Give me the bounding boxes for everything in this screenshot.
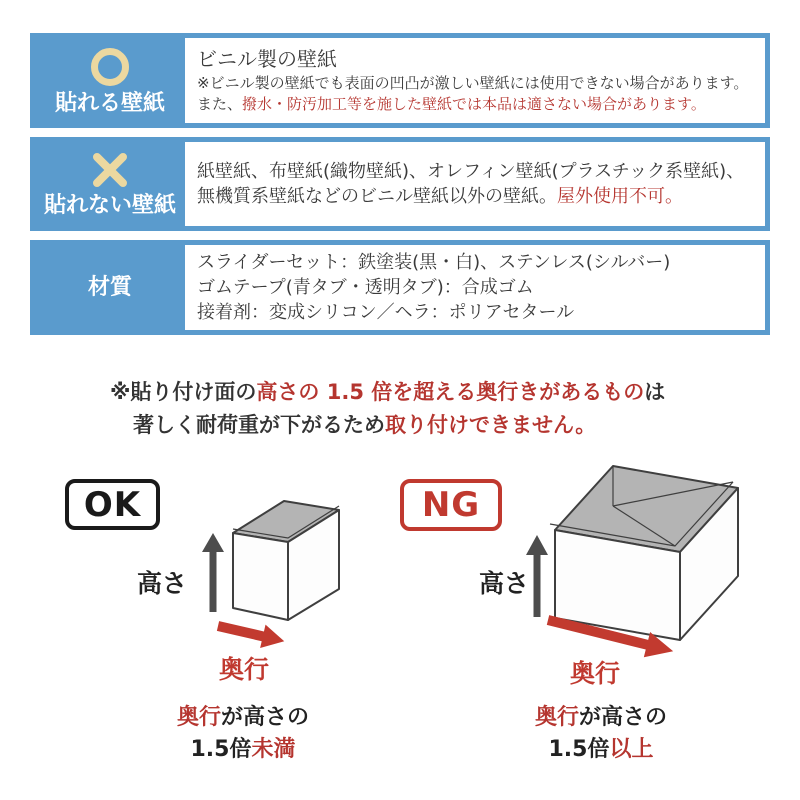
table-row-unusable-wallpaper — [30, 137, 770, 231]
usable-title: ビニル製の壁紙 — [197, 47, 337, 71]
table-row-materials — [30, 240, 770, 335]
material-line-2: ゴムテープ(青タブ・透明タブ)：合成ゴム — [197, 277, 534, 298]
ng-height-arrow-icon — [526, 535, 548, 617]
ng-depth-label: 奥行 — [570, 659, 621, 688]
ng-badge: NG — [400, 479, 502, 531]
circle-icon — [88, 45, 132, 89]
row-label: 材質 — [87, 274, 132, 300]
row-content-unusable — [185, 142, 765, 226]
ok-badge: OK — [65, 479, 160, 530]
unusable-line-2: 無機質系壁紙などのビニル壁紙以外の壁紙。屋外使用不可。 — [197, 186, 683, 207]
ok-depth-label: 奥行 — [219, 655, 270, 684]
row-header-unusable — [35, 142, 185, 226]
usable-note-2: また、撥水・防汚加工等を施した壁紙では本品は適さない場合があります。 — [197, 95, 706, 113]
material-line-1: スライダーセット：鉄塗装(黒・白)、ステンレス(シルバー) — [197, 252, 671, 273]
ng-height-label: 高さ — [479, 569, 530, 598]
ok-height-label: 高さ — [137, 569, 188, 598]
row-content-usable — [185, 38, 765, 123]
unusable-line-1: 紙壁紙、布壁紙(織物壁紙)、オレフィン壁紙(プラスチック系壁紙)、 — [197, 161, 745, 182]
row-label: 貼れる壁紙 — [54, 90, 165, 116]
usable-note-1: ※ビニル製の壁紙でも表面の凹凸が激しい壁紙には使用できない場合があります。 — [197, 74, 749, 92]
row-header-materials — [35, 245, 185, 330]
row-header-usable — [35, 38, 185, 123]
ng-caption: 奥行が高さの 1.5倍以上 — [534, 705, 668, 762]
ok-caption: 奥行が高さの 1.5倍未満 — [176, 705, 310, 762]
table-row-usable-wallpaper — [30, 33, 770, 128]
ok-height-arrow-icon — [202, 533, 224, 612]
depth-warning-text: ※貼り付け面の高さの 1.5 倍を超える奥行きがあるものは 著しく耐荷重が下がるため取り付けできません。 — [110, 380, 666, 437]
row-content-materials — [185, 245, 765, 330]
material-line-3: 接着剤：変成シリコン／ヘラ：ポリアセタール — [197, 302, 575, 323]
row-label: 貼れない壁紙 — [43, 193, 176, 219]
cross-icon — [89, 149, 131, 191]
ok-depth-arrow-icon — [215, 614, 287, 653]
spec-table — [30, 33, 770, 344]
